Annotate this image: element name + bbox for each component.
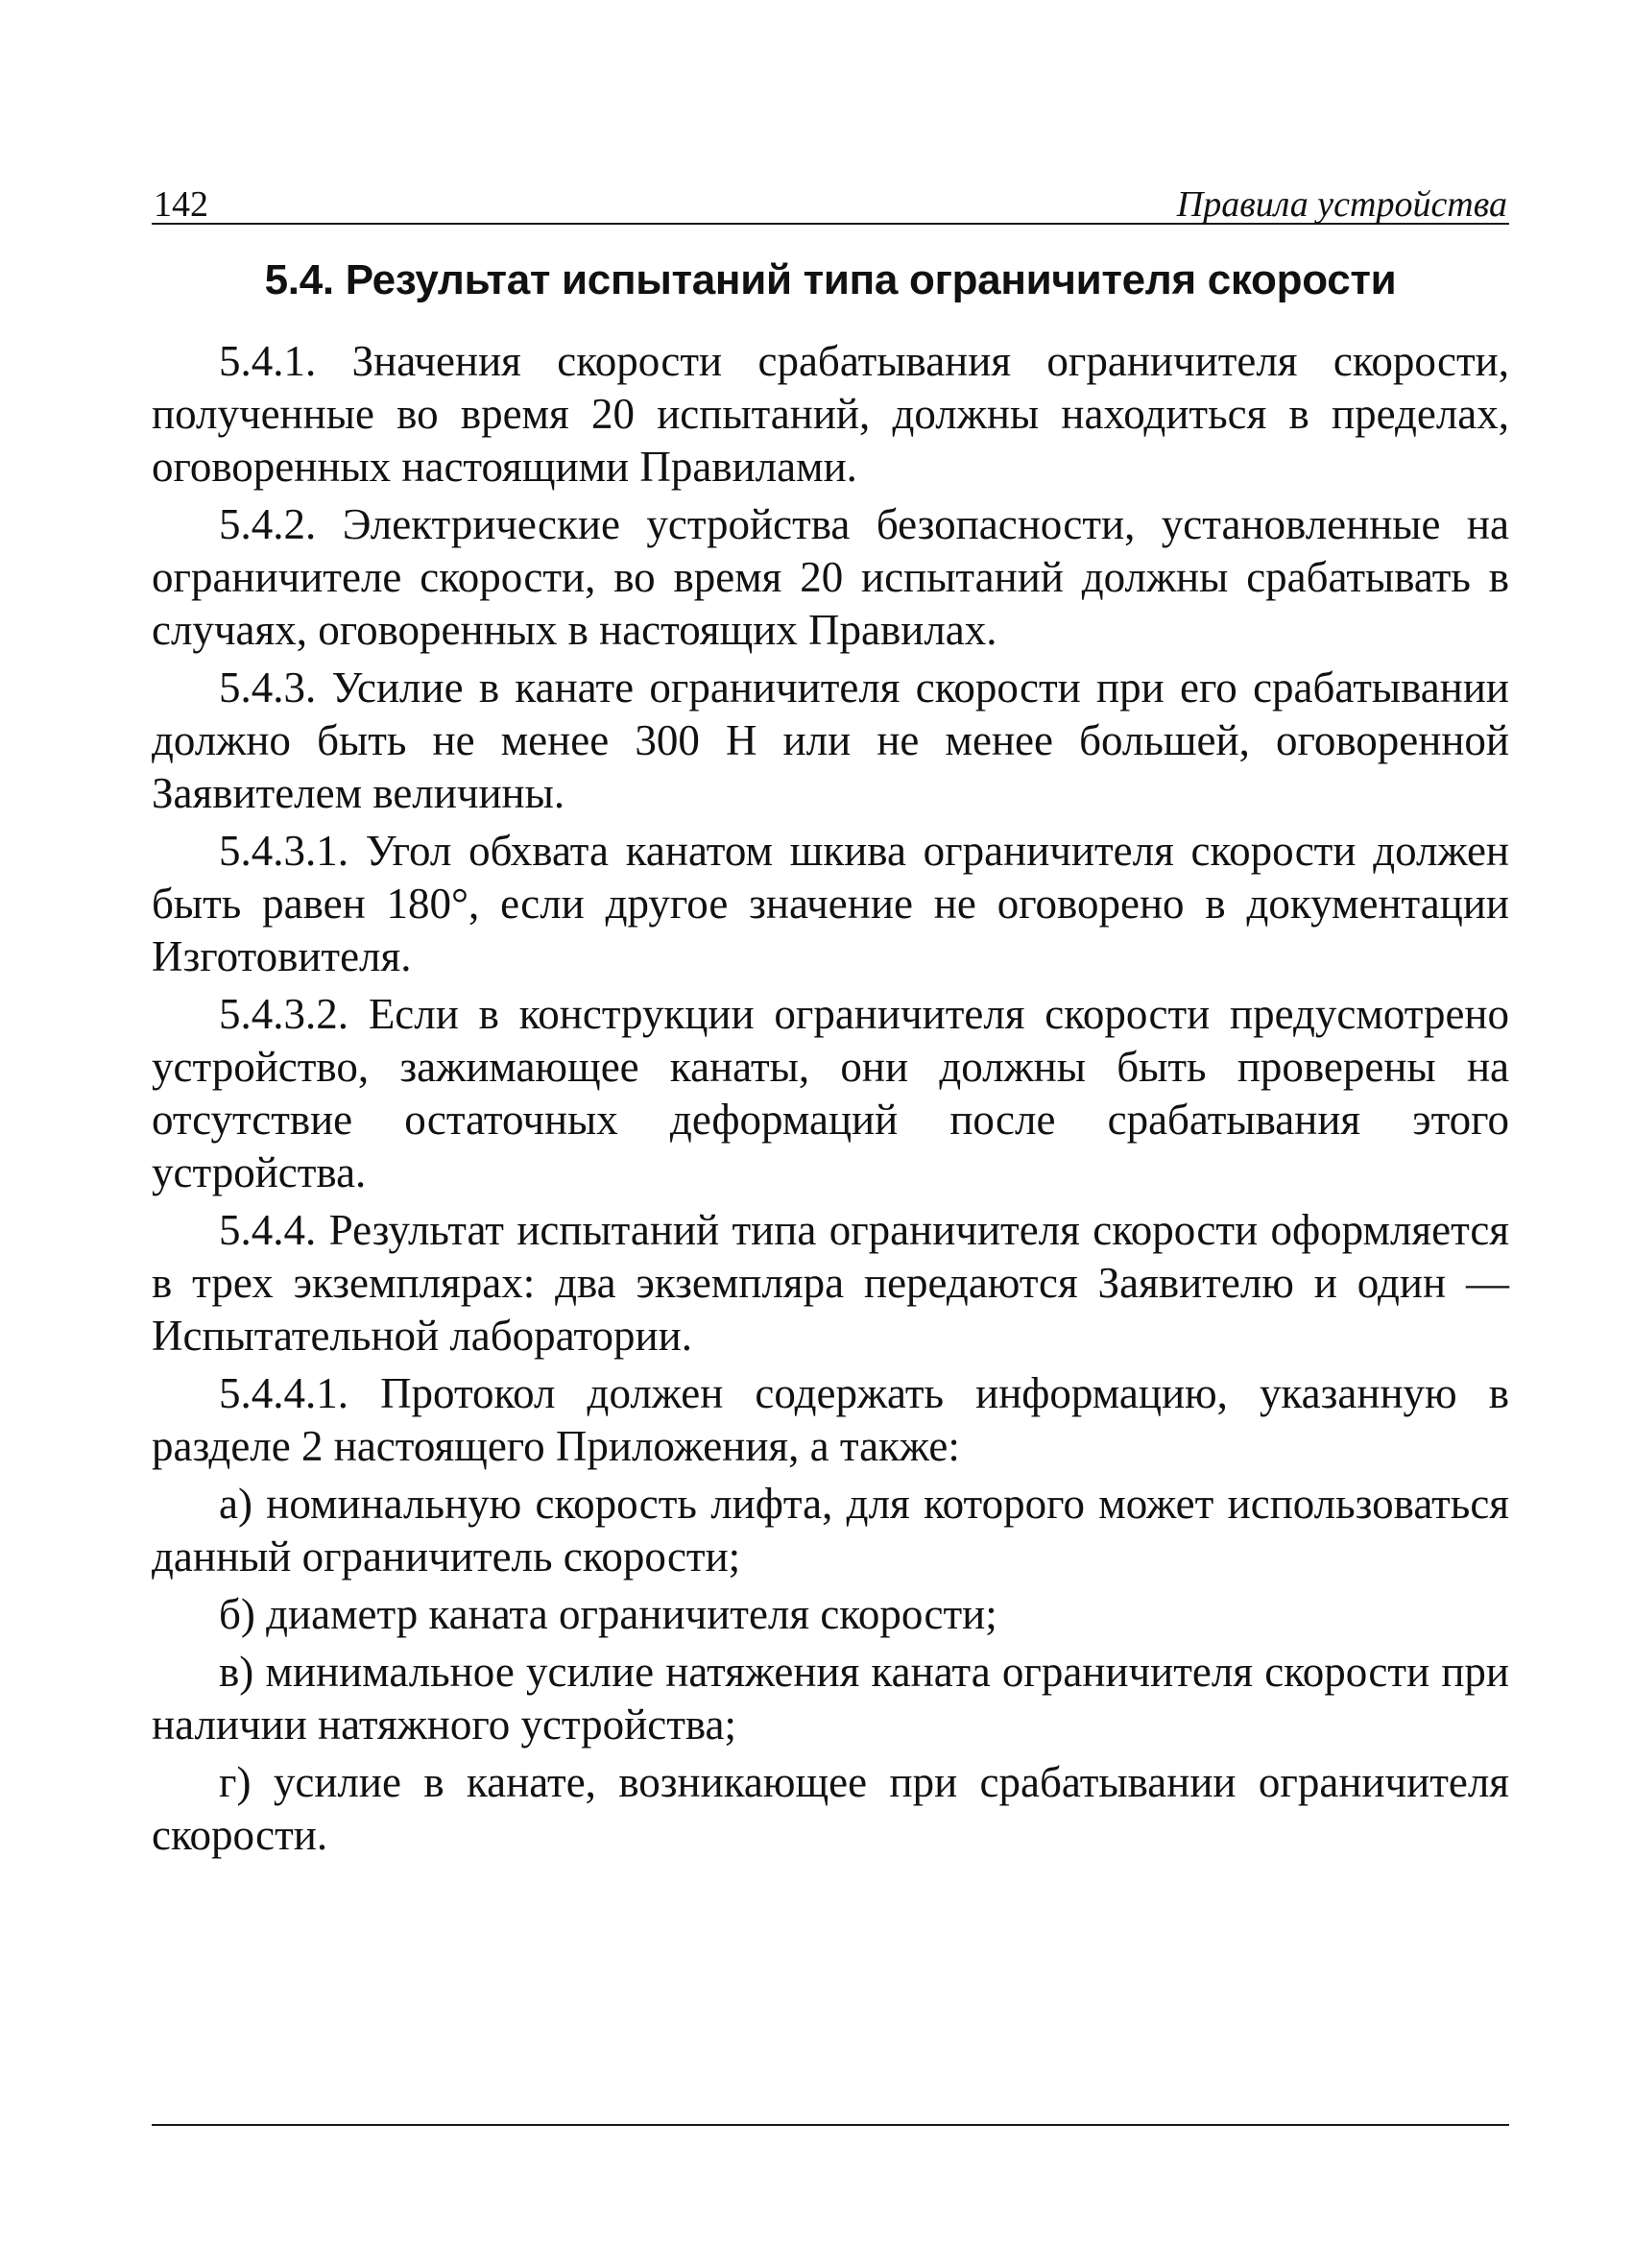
list-item-v: в) минимальное усилие натяжения каната ограничителя скорости при наличии натяжного устройства; <box>152 1648 1509 1749</box>
list-item-g: г) усилие в канате, возникающее при срабатывании ограничителя скорости. <box>152 1758 1509 1859</box>
paragraph-5-4-4: 5.4.4. Результат испытаний типа ограничителя скорости оформляется в трех экземплярах: два экземпляра передаются Заявителю и один — Испытательной лаборатории. <box>152 1206 1509 1360</box>
list-item-b: б) диаметр каната ограничителя скорости; <box>219 1590 997 1638</box>
footer-divider <box>152 2124 1509 2126</box>
paragraph-5-4-3-1: 5.4.3.1. Угол обхвата канатом шкива ограничителя скорости должен быть равен 180°, если другое значение не оговорено в документации Изготовителя. <box>152 827 1509 980</box>
running-title: Правила устройства <box>1176 184 1507 225</box>
paragraph-5-4-4-1: 5.4.4.1. Протокол должен содержать информацию, указанную в разделе 2 настоящего Приложения, а также: <box>152 1369 1509 1470</box>
paragraph-5-4-3: 5.4.3. Усилие в канате ограничителя скорости при его срабатывании должно быть не менее 300 Н или не менее большей, оговоренной Заявителем величины. <box>152 664 1509 817</box>
paragraph-5-4-1: 5.4.1. Значения скорости срабатывания ограничителя скорости, полученные во время 20 испытаний, должны находиться в пределах, оговоренных настоящими Правилами. <box>152 337 1509 491</box>
body-text <box>152 335 1509 1862</box>
page-number: 142 <box>154 184 208 225</box>
list-item-a: а) номинальную скорость лифта, для которого может использоваться данный ограничитель скорости; <box>152 1480 1509 1580</box>
paragraph-5-4-3-2: 5.4.3.2. Если в конструкции ограничителя скорости предусмотрено устройство, зажимающее канаты, они должны быть проверены на отсутствие остаточных деформаций после срабатывания этого устройства. <box>152 990 1509 1196</box>
section-title: 5.4. Результат испытаний типа ограничителя скорости <box>264 256 1397 303</box>
document-page <box>152 179 1509 1862</box>
running-header <box>152 179 1509 225</box>
paragraph-5-4-2: 5.4.2. Электрические устройства безопасности, установленные на ограничителе скорости, во время 20 испытаний должны срабатывать в случаях, оговоренных в настоящих Правилах. <box>152 500 1509 654</box>
